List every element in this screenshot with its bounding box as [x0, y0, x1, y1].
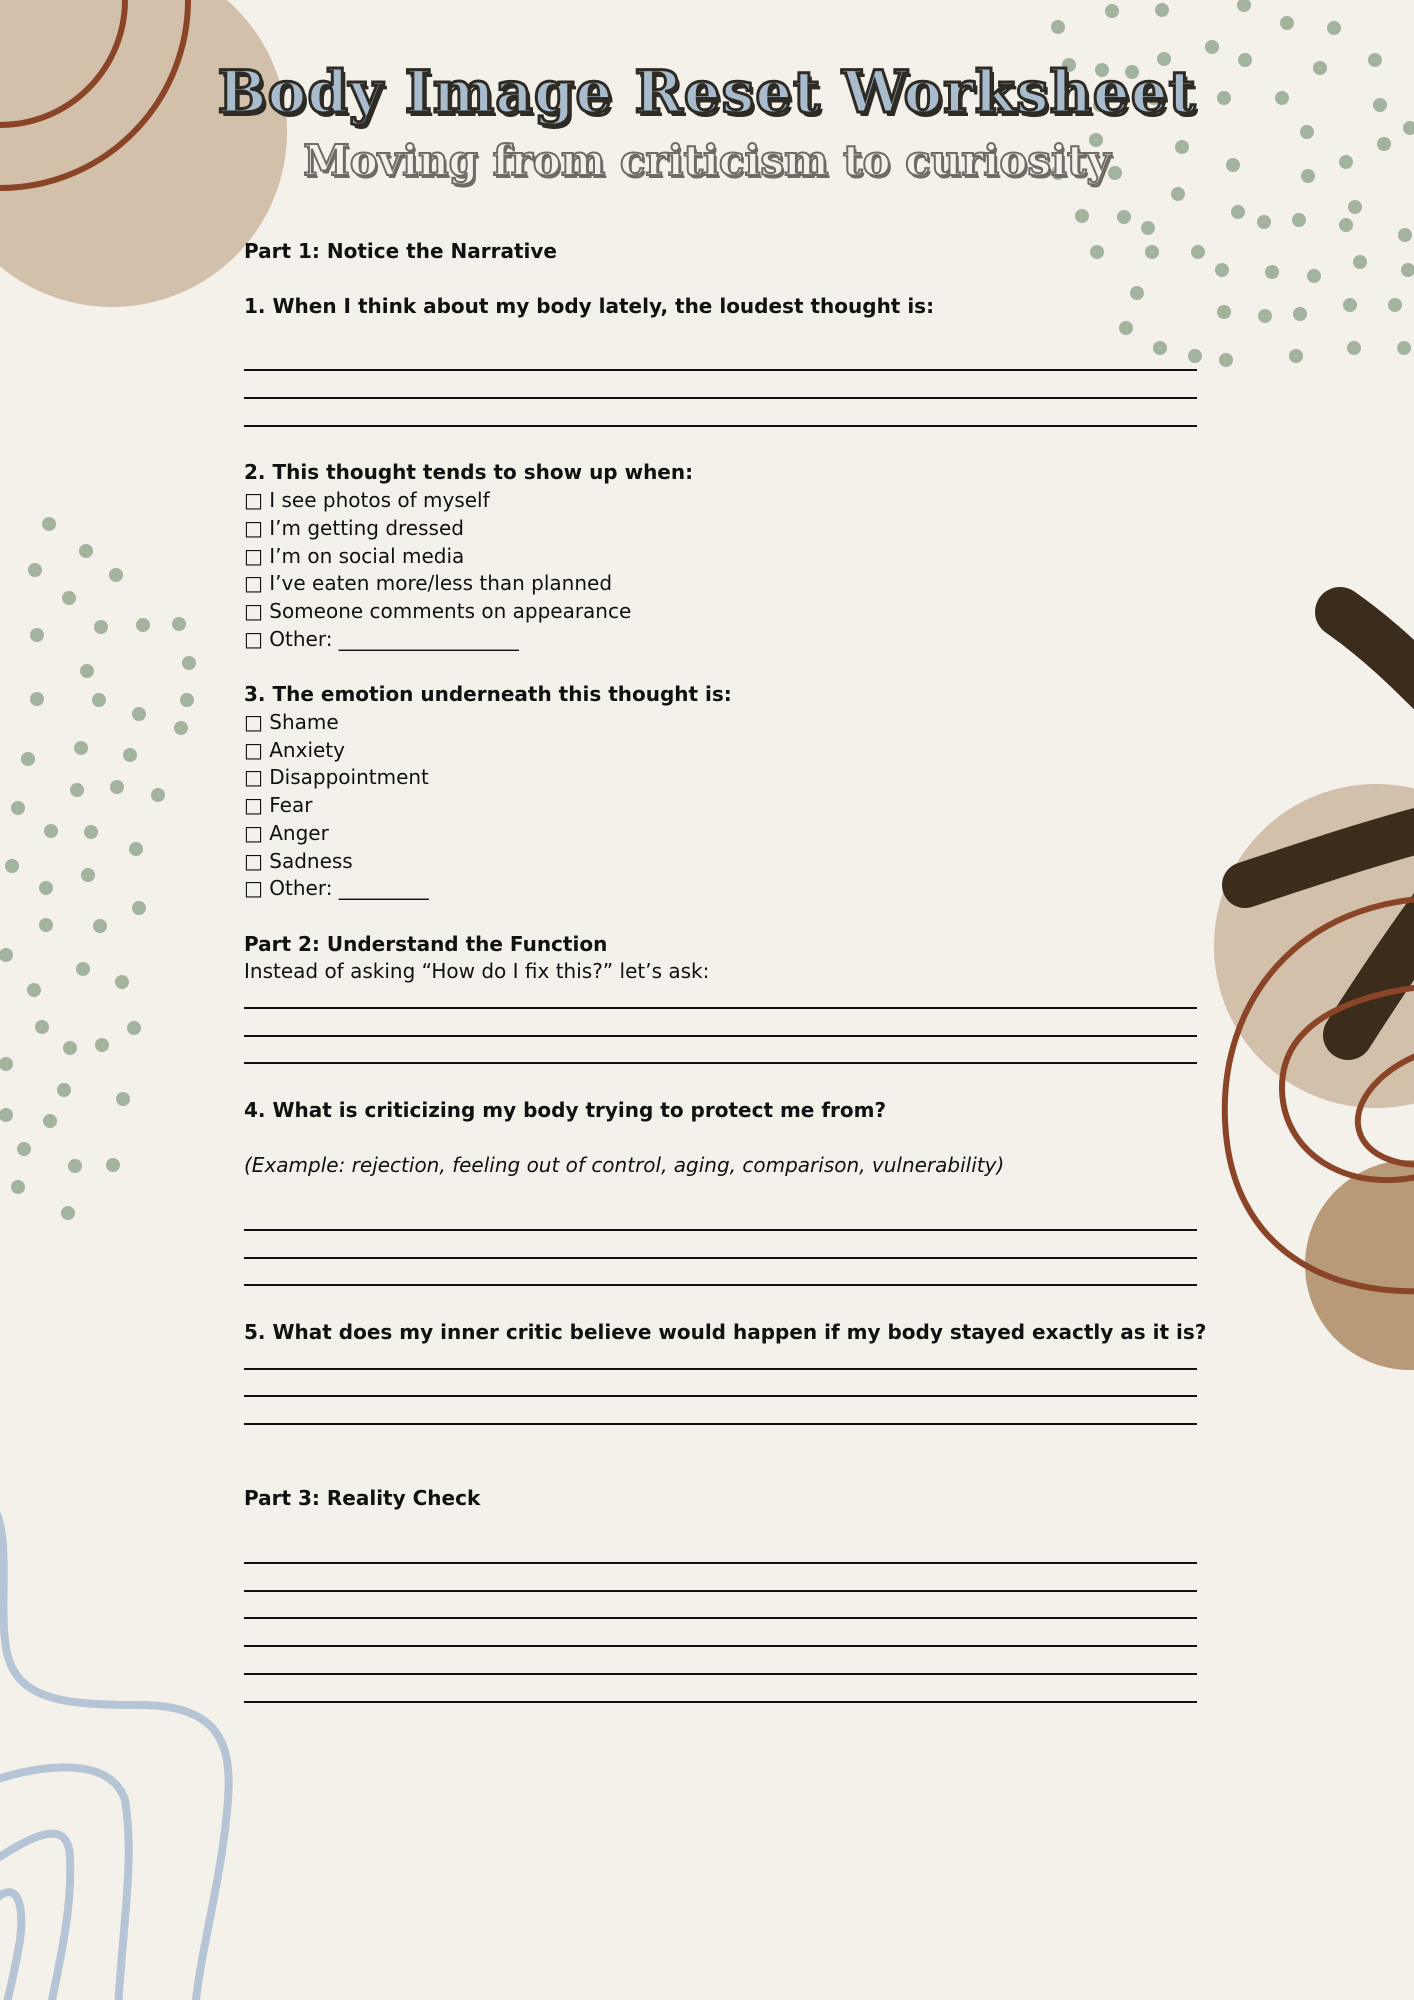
checkbox-option[interactable]: □ Someone comments on appearance [244, 599, 632, 623]
checkbox-option[interactable]: □ Fear [244, 793, 313, 817]
question-2: 2. This thought tends to show up when: [244, 460, 694, 484]
checkbox-option[interactable]: □ Disappointment [244, 765, 429, 789]
blue-swirl-outer [0, 1510, 229, 2000]
checkbox-option[interactable]: □ Shame [244, 710, 339, 734]
answer-line-q4-2[interactable] [244, 1257, 1197, 1259]
part2-intro: Instead of asking “How do I fix this?” let’s ask: [244, 959, 710, 983]
question-4: 4. What is criticizing my body trying to protect me from? [244, 1098, 887, 1122]
checkbox-option[interactable]: □ Anxiety [244, 738, 345, 762]
question-3: 3. The emotion underneath this thought is: [244, 682, 732, 706]
question-4-example: (Example: rejection, feeling out of control, aging, comparison, vulnerability) [244, 1153, 1005, 1177]
answer-line-q1-2[interactable] [244, 397, 1197, 399]
answer-line-q5-2[interactable] [244, 1395, 1197, 1397]
answer-line-q1-3[interactable] [244, 425, 1197, 427]
part1-heading: Part 1: Notice the Narrative [244, 239, 557, 263]
answer-line-part2-2[interactable] [244, 1035, 1197, 1037]
question-1: 1. When I think about my body lately, the loudest thought is: [244, 294, 935, 318]
answer-line-part2-3[interactable] [244, 1062, 1197, 1064]
answer-line-part2-1[interactable] [244, 1007, 1197, 1009]
answer-line-q5-1[interactable] [244, 1368, 1197, 1370]
dark-brown-stroke-upper [1340, 612, 1414, 700]
checkbox-option[interactable]: □ I’ve eaten more/less than planned [244, 571, 613, 595]
answer-line-part3-1[interactable] [244, 1562, 1197, 1564]
answer-line-q1-1[interactable] [244, 369, 1197, 371]
checkbox-option[interactable]: □ I’m on social media [244, 544, 465, 568]
answer-line-part3-4[interactable] [244, 1645, 1197, 1647]
checkbox-option-other[interactable]: □ Other: _________ [244, 876, 429, 900]
checkbox-option[interactable]: □ Anger [244, 821, 329, 845]
question-5: 5. What does my inner critic believe would happen if my body stayed exactly as it is? [244, 1320, 1207, 1344]
answer-line-part3-5[interactable] [244, 1673, 1197, 1675]
answer-line-part3-3[interactable] [244, 1617, 1197, 1619]
answer-line-part3-2[interactable] [244, 1590, 1197, 1592]
checkbox-option-other[interactable]: □ Other: __________________ [244, 627, 519, 651]
part3-heading: Part 3: Reality Check [244, 1486, 481, 1510]
answer-line-q4-3[interactable] [244, 1284, 1197, 1286]
answer-line-q5-3[interactable] [244, 1423, 1197, 1425]
answer-line-q4-1[interactable] [244, 1229, 1197, 1231]
blue-swirl-smallest [0, 1892, 21, 2000]
sage-dots-left [0, 517, 196, 1220]
checkbox-option[interactable]: □ I’m getting dressed [244, 516, 464, 540]
worksheet-subtitle: Moving from criticism to curiosity [303, 136, 1111, 185]
checkbox-option[interactable]: □ I see photos of myself [244, 488, 490, 512]
worksheet-title: Body Image Reset Worksheet [217, 58, 1197, 126]
checkbox-option[interactable]: □ Sadness [244, 849, 353, 873]
answer-line-part3-6[interactable] [244, 1701, 1197, 1703]
part2-heading: Part 2: Understand the Function [244, 932, 608, 956]
caramel-circle-right [1305, 1160, 1414, 1370]
